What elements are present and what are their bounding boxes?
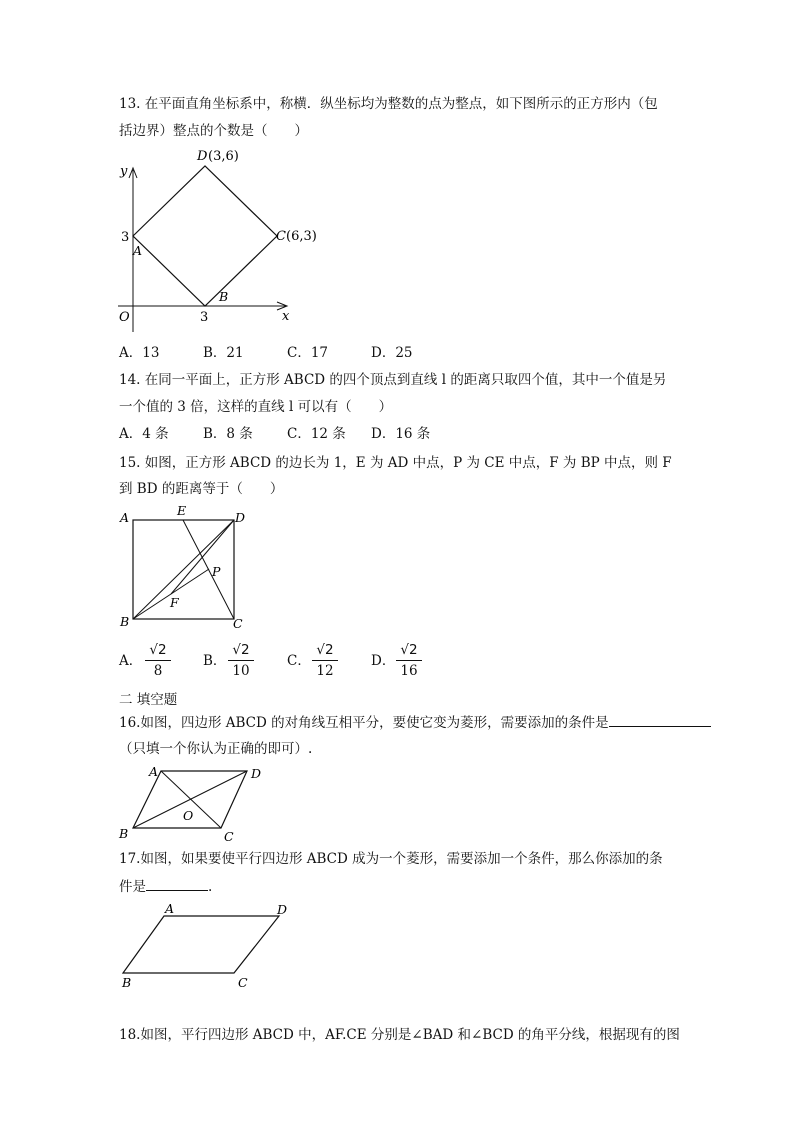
- label-D: D: [235, 510, 246, 525]
- fraction-numerator: √2: [228, 640, 254, 661]
- q13-text-line2: 括边界）整点的个数是（ ）: [119, 123, 308, 139]
- q14-option-d[interactable]: D．16 条: [371, 426, 431, 442]
- label-D: D: [251, 766, 262, 781]
- label-B: B: [120, 614, 130, 629]
- q18-text-line1: 18.如图，平行四边形 ABCD 中，AF.CE 分别是∠BAD 和∠BCD 的角平分线，根据现有的图: [119, 1027, 680, 1043]
- label-E: E: [177, 503, 187, 518]
- fraction-denominator: 16: [400, 663, 418, 679]
- q13-option-c[interactable]: C．17: [287, 345, 329, 361]
- fraction-denominator: 10: [232, 663, 250, 679]
- label-A: A: [133, 243, 143, 258]
- label-A: A: [120, 510, 130, 525]
- q17-text-pre: 件是: [119, 879, 146, 895]
- label-D: D: [197, 149, 208, 164]
- label-B: B: [122, 975, 132, 990]
- label-D: D: [277, 902, 288, 917]
- label-three-y: 3: [121, 230, 130, 245]
- q14-option-c[interactable]: C．12 条: [287, 426, 346, 442]
- label-F: F: [170, 595, 179, 610]
- q13-text-line1: 13. 在平面直角坐标系中，称横．纵坐标均为整数的点为整点，如下图所示的正方形内（包: [119, 96, 658, 112]
- label-C: C: [224, 829, 234, 844]
- label-A: A: [165, 901, 175, 916]
- q17-text-post: .: [208, 879, 213, 895]
- q16-text-line2: （只填一个你认为正确的即可）.: [119, 741, 313, 757]
- label-A: A: [149, 764, 159, 779]
- label-B: B: [219, 289, 229, 304]
- fraction-numerator: √2: [396, 640, 422, 661]
- q13-option-d[interactable]: D．25: [371, 345, 413, 361]
- q14-option-a[interactable]: A．4 条: [119, 426, 169, 442]
- q15-text-line2: 到 BD 的距离等于（ ）: [119, 481, 284, 497]
- label-three-x: 3: [200, 310, 209, 325]
- q15-text-line1: 15. 如图，正方形 ABCD 的边长为 1，E 为 AD 中点，P 为 CE 中点，F 为 BP 中点，则 F: [119, 455, 672, 471]
- fraction-numerator: √2: [145, 640, 171, 661]
- q14-text-line2: 一个值的 3 倍，这样的直线 l 可以有（ ）: [119, 399, 393, 415]
- q14-text-line1: 14. 在同一平面上，正方形 ABCD 的四个顶点到直线 l 的距离只取四个值，其中一个值是另: [119, 372, 667, 388]
- fraction-denominator: 8: [153, 663, 163, 679]
- label-O: O: [183, 808, 194, 823]
- section-title-fill-blank: 二 填空题: [119, 692, 178, 708]
- q14-option-b[interactable]: B．8 条: [203, 426, 253, 442]
- fraction-numerator: √2: [312, 640, 338, 661]
- label-C-coord: (6,3): [286, 229, 317, 244]
- label-C: C: [276, 229, 286, 244]
- label-C: C: [233, 616, 243, 631]
- label-origin: O: [119, 310, 130, 325]
- label-D-coord: (3,6): [208, 149, 239, 164]
- q15-option-b-letter[interactable]: B．: [203, 653, 227, 669]
- label-C: C: [238, 975, 248, 990]
- q16-text: 16.如图，四边形 ABCD 的对角线互相平分，要使它变为菱形，需要添加的条件是: [119, 715, 609, 731]
- q15-option-a-letter[interactable]: A．: [119, 653, 143, 669]
- q15-option-d-letter[interactable]: D．: [371, 653, 396, 669]
- fraction-denominator: 12: [316, 663, 334, 679]
- label-y: y: [120, 164, 128, 179]
- label-x: x: [282, 309, 290, 324]
- q17-text-line1: 17.如图，如果要使平行四边形 ABCD 成为一个菱形，需要添加一个条件，那么你添加的条: [119, 851, 663, 867]
- label-P: P: [212, 564, 221, 579]
- q13-option-b[interactable]: B．21: [203, 345, 244, 361]
- parallelogram-ABCD: [123, 916, 279, 973]
- label-B: B: [119, 826, 129, 841]
- q15-option-c-letter[interactable]: C．: [287, 653, 311, 669]
- q13-option-a[interactable]: A．13: [119, 345, 160, 361]
